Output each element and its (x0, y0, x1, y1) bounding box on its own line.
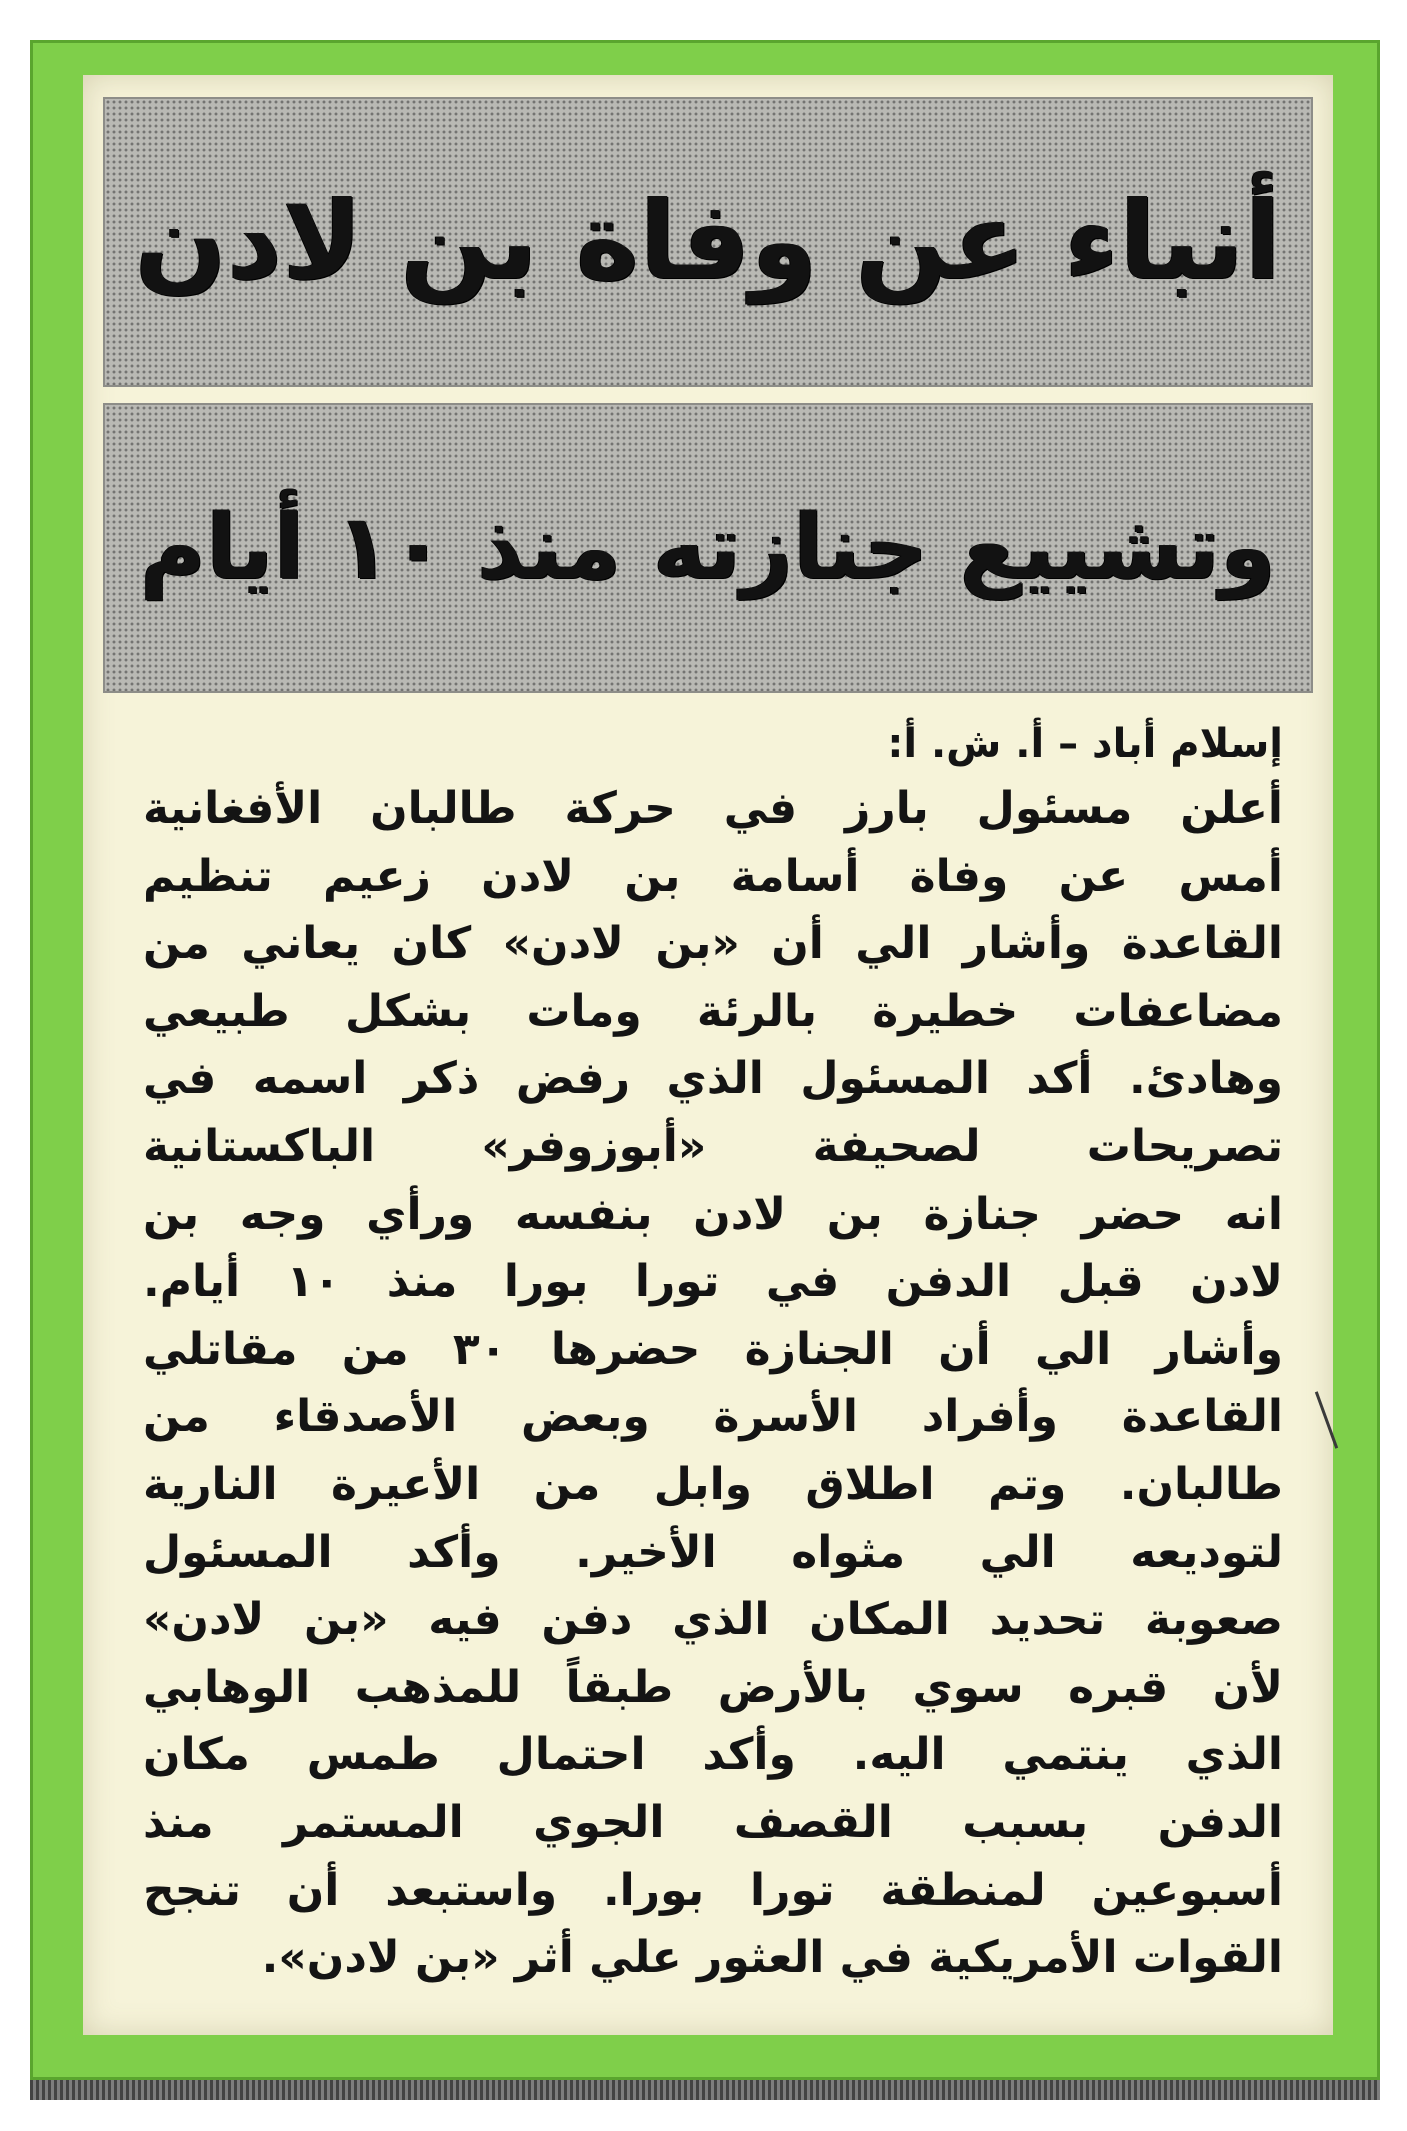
article-line: انه حضر جنازة بن لادن بنفسه ورأي وجه بن (143, 1188, 1283, 1240)
headline-line-1: أنباء عن وفاة بن لادن (134, 179, 1282, 304)
article-line: أمس عن وفاة أسامة بن لادن زعيم تنظيم (143, 850, 1283, 902)
article-line: لأن قبره سوي بالأرض طبقاً للمذهب الوهابي (143, 1661, 1283, 1713)
article-line: القاعدة وأفراد الأسرة وبعض الأصدقاء من (143, 1391, 1283, 1443)
article-line: مضاعفات خطيرة بالرئة ومات بشكل طبيعي (143, 985, 1283, 1037)
article-line: لادن قبل الدفن في تورا بورا منذ ١٠ أيام. (143, 1256, 1283, 1308)
article-line: القاعدة وأشار الي أن «بن لادن» كان يعاني من (143, 918, 1283, 970)
article-line: تصريحات لصحيفة «أبوزوفر» الباكستانية (143, 1120, 1283, 1172)
article-line: أسبوعين لمنطقة تورا بورا. واستبعد أن تنجح (143, 1864, 1283, 1916)
headline-box-1 (103, 97, 1313, 387)
headline-line-2: وتشييع جنازته منذ ١٠ أيام (140, 495, 1276, 600)
newspaper-clipping (30, 40, 1380, 2080)
article-line: وهادئ. أكد المسئول الذي رفض ذكر اسمه في (143, 1053, 1283, 1105)
article-line: أعلن مسئول بارز في حركة طالبان الأفغانية (143, 783, 1283, 834)
article-line: صعوبة تحديد المكان الذي دفن فيه «بن لادن» (143, 1594, 1283, 1646)
article-byline: إسلام أباد – أ. ش. أ: (887, 721, 1283, 767)
article-line: وأشار الي أن الجنازة حضرها ٣٠ من مقاتلي (143, 1323, 1284, 1375)
article-line: الدفن بسبب القصف الجوي المستمر منذ (143, 1796, 1283, 1848)
article-line: القوات الأمريكية في العثور علي أثر «بن لادن». (261, 1932, 1283, 1984)
article-line: الذي ينتمي اليه. وأكد احتمال طمس مكان (143, 1729, 1283, 1781)
headline-box-2 (103, 403, 1313, 693)
article-line: لتوديعه الي مثواه الأخير. وأكد المسئول (143, 1526, 1283, 1578)
clipping-paper (83, 75, 1333, 2035)
article-line: طالبان. وتم اطلاق وابل من الأعيرة النارية (143, 1458, 1283, 1510)
article-body (143, 715, 1283, 1992)
